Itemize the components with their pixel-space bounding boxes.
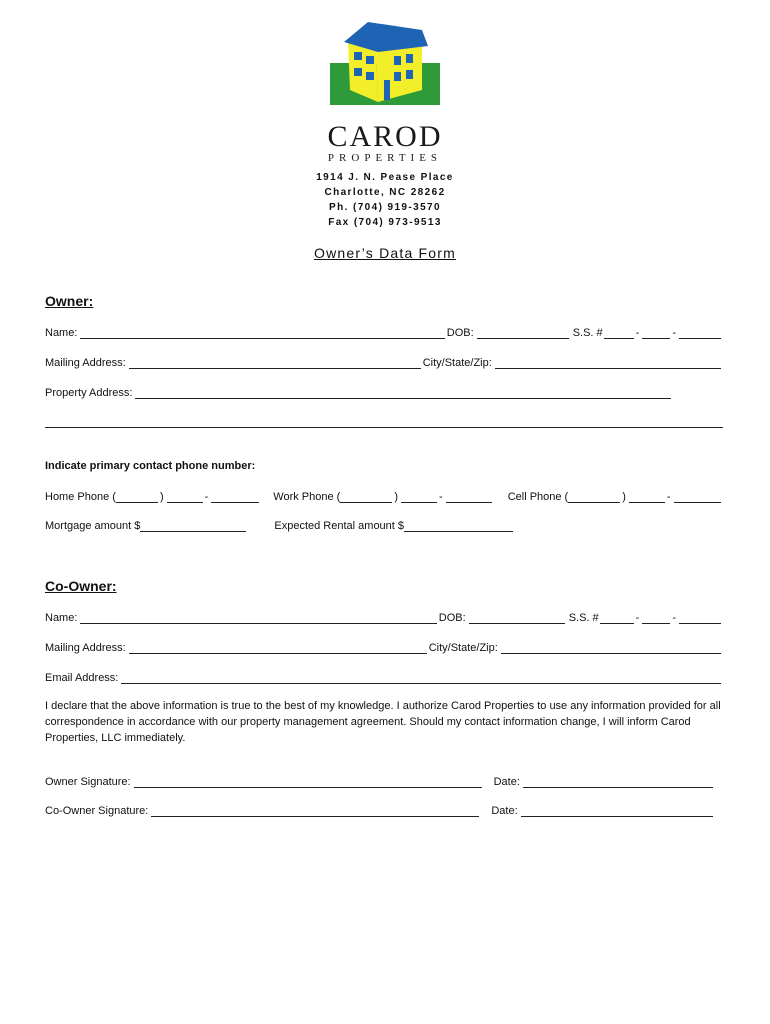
coowner-ss-dash-2: - [672,612,676,624]
company-address [0,170,770,230]
owner-date-label: Date: [493,776,520,788]
carod-logo [310,18,460,164]
work-phone-prefix[interactable] [401,491,437,503]
owner-heading: Owner: [45,293,94,309]
owner-phone-row [45,489,723,505]
home-phone-area[interactable] [116,491,158,503]
form-title: Owner’s Data Form [313,245,457,261]
rental-label: Expected Rental amount $ [274,520,405,532]
coowner-dob-label: DOB: [438,612,466,624]
work-phone-paren: ) [394,491,399,503]
work-phone-area[interactable] [340,491,392,503]
coowner-mailing-row [45,640,723,656]
coowner-mailing-label: Mailing Address: [45,642,126,654]
owner-ss-label: S.S. # [572,327,603,339]
cell-phone-prefix[interactable] [629,491,665,503]
declaration-text: I declare that the above information is true to the best of my knowledge. I authorize Carod Properties to use any information provided for all correspondence in accordance with our property management agreement. Should my contact information change, I will inform Carod Properties, LLC immediately. [45,700,721,744]
coowner-date-label: Date: [491,805,518,817]
coowner-ss-label: S.S. # [568,612,599,624]
owner-city-label: City/State/Zip: [422,357,492,369]
house-icon [330,18,440,108]
owner-ss-field-2[interactable] [642,327,670,339]
home-phone-paren: ) [159,491,164,503]
owner-dob-field[interactable] [477,327,569,339]
coowner-ss-field-2[interactable] [642,612,670,624]
logo-subtitle: PROPERTIES [327,152,443,164]
owner-property-field-line-2[interactable] [45,427,723,428]
owner-ss-field-1[interactable] [604,327,634,339]
owner-ss-field-3[interactable] [679,327,721,339]
owner-name-label: Name: [45,327,78,339]
work-phone-label: Work Phone ( [273,491,341,503]
coowner-signature-label: Co-Owner Signature: [45,805,149,817]
owner-ss-dash-1: - [635,327,640,339]
coowner-city-field[interactable] [501,642,721,654]
coowner-name-field[interactable] [80,612,436,624]
coowner-signature-row [45,803,715,819]
owner-name-field[interactable] [80,327,444,339]
owner-property-row [45,385,673,401]
address-line-1: 1914 J. N. Pease Place [316,172,454,183]
coowner-ss-field-3[interactable] [679,612,721,624]
coowner-email-field[interactable] [121,672,721,684]
work-phone-line[interactable] [446,491,492,503]
contact-phone-instruction: Indicate primary contact phone number: [45,460,256,472]
coowner-ss-field-1[interactable] [600,612,634,624]
owner-name-row [45,325,723,341]
home-phone-dash: - [204,491,209,503]
cell-phone-line[interactable] [674,491,721,503]
owner-signature-label: Owner Signature: [45,776,131,788]
owner-property-label: Property Address: [45,387,133,399]
rental-field[interactable] [404,520,513,532]
owner-city-field[interactable] [495,357,721,369]
mortgage-field[interactable] [140,520,246,532]
coowner-city-label: City/State/Zip: [428,642,498,654]
address-phone: Ph. (704) 919-3570 [329,202,441,213]
address-line-2: Charlotte, NC 28262 [324,187,446,198]
owner-dob-label: DOB: [446,327,474,339]
coowner-date-field[interactable] [521,805,713,817]
coowner-name-row [45,610,723,626]
cell-phone-paren: ) [622,491,626,503]
cell-phone-area[interactable] [568,491,620,503]
owner-ss-dash-2: - [672,327,676,339]
mortgage-label: Mortgage amount $ [45,520,141,532]
logo-wordmark: CAROD [327,120,443,153]
owner-mailing-label: Mailing Address: [45,357,126,369]
owner-signature-field[interactable] [134,776,482,788]
coowner-ss-dash-1: - [635,612,640,624]
home-phone-prefix[interactable] [167,491,203,503]
owner-mailing-field[interactable] [129,357,421,369]
home-phone-label: Home Phone ( [45,491,116,503]
cell-phone-dash: - [666,491,671,503]
address-fax: Fax (704) 973-9513 [328,217,442,228]
home-phone-line[interactable] [211,491,259,503]
coowner-heading: Co-Owner: [45,578,117,594]
coowner-email-label: Email Address: [45,672,119,684]
work-phone-dash: - [439,491,443,503]
owner-mailing-row [45,355,723,371]
coowner-dob-field[interactable] [469,612,565,624]
owner-amount-row [45,518,515,534]
coowner-signature-field[interactable] [151,805,479,817]
coowner-mailing-field[interactable] [129,642,427,654]
owner-date-field[interactable] [523,776,713,788]
coowner-email-row [45,670,723,686]
cell-phone-label: Cell Phone ( [507,491,569,503]
owner-signature-row [45,774,715,790]
owner-property-field[interactable] [135,387,671,399]
coowner-name-label: Name: [45,612,78,624]
